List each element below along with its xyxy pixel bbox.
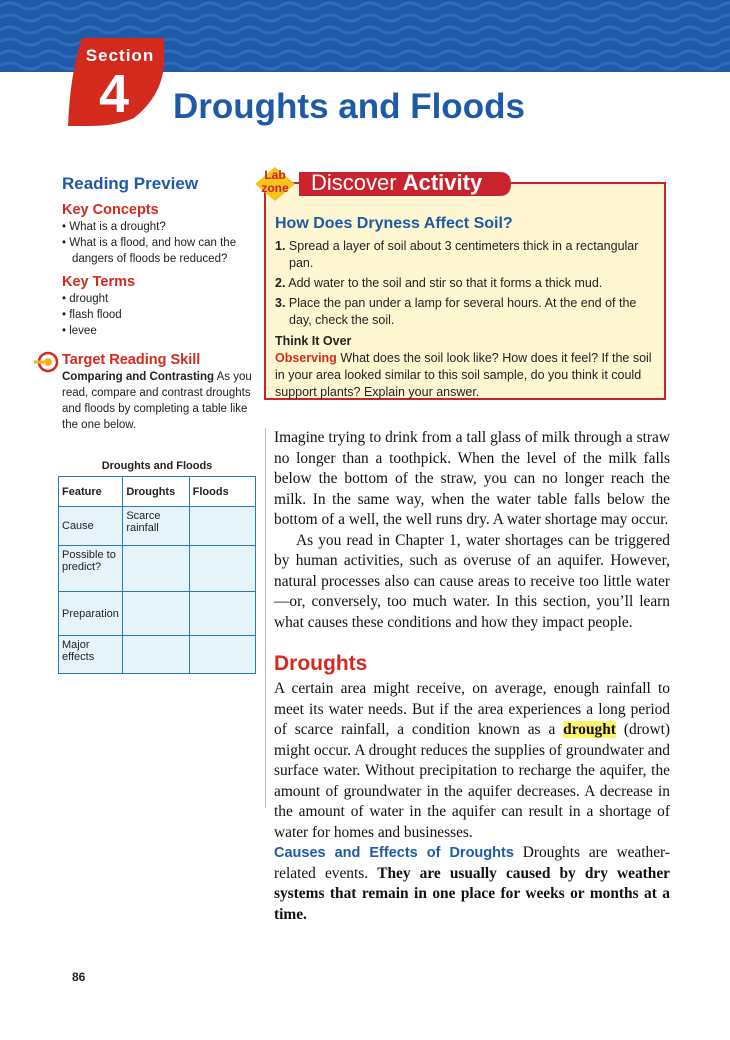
table-cell: Major effects	[59, 636, 123, 674]
activity-steps	[275, 238, 661, 401]
table-row	[59, 507, 256, 546]
reading-preview-title: Reading Preview	[62, 174, 199, 193]
target-skill-text: As you read, compare and contrast droughts and floods by completing a table like the one below.	[62, 371, 252, 431]
table-cell	[123, 636, 189, 674]
activity-step: 1. Spread a layer of soil about 3 centimeters thick in a rectangular pan.	[275, 239, 639, 270]
key-concept-item: • What is a flood, and how can the dangers of floods be reduced?	[62, 237, 237, 265]
body-text	[274, 428, 670, 925]
section-label: Section	[85, 46, 155, 65]
target-skill-subhead: Comparing and Contrasting	[62, 371, 215, 383]
key-term-item: • drought	[62, 293, 109, 305]
key-term-item: • flash flood	[62, 309, 122, 321]
table-header-row	[59, 477, 256, 507]
target-icon	[34, 351, 62, 373]
page-title: Droughts and Floods	[173, 87, 525, 126]
target-reading-skill	[62, 351, 257, 433]
table-header: Floods	[189, 477, 255, 507]
discover-banner-title: Discover Activity	[311, 170, 483, 195]
paragraph: A certain area might receive, on average, enough rainfall to meet its water needs. But if the area experiences a long period of scarce rainfall, a condition known as a drought (drowt) might occur. A drought reduces the supplies of groundwater and surface water. Without precipitation to recharge the aquifer, the amount of groundwater in the aquifer decreases. A decrease in the amount of water in the aquifer can result in a shortage of water for homes and businesses.	[274, 680, 670, 841]
section-number: 4	[98, 64, 130, 124]
activity-question: How Does Dryness Affect Soil?	[275, 215, 513, 232]
paragraph: Imagine trying to drink from a tall glass of milk through a straw no longer than a toothpick. When the level of the milk falls below the bottom of the straw, you can no longer reach the milk. In the same way, when the water table falls below the bottom of a well, the well runs dry. A water shortage may occur.	[274, 429, 670, 528]
reading-preview	[62, 173, 257, 433]
table-cell	[123, 592, 189, 636]
table-cell: Cause	[59, 507, 123, 546]
lab-zone-label: Lab zone	[261, 168, 289, 195]
target-skill-heading: Target Reading Skill	[62, 352, 201, 368]
column-rule	[265, 428, 266, 808]
table-cell	[189, 636, 255, 674]
table-cell	[189, 507, 255, 546]
table-cell	[123, 546, 189, 592]
think-it-over-heading: Think It Over	[275, 334, 352, 348]
observing-text: Observing What does the soil look like? How does it feel? If the soil in your area looked similar to this soil sample, do you think it could support plants? Explain your answer.	[275, 351, 652, 399]
key-term-drought: drought	[563, 721, 616, 738]
table-cell: Possible to predict?	[59, 546, 123, 592]
table-cell	[189, 592, 255, 636]
table-cell: Scarce rainfall	[123, 507, 189, 546]
key-term-item: • levee	[62, 325, 97, 337]
table-title: Droughts and Floods	[101, 460, 213, 472]
key-terms-heading: Key Terms	[62, 274, 136, 290]
activity-step: 3. Place the pan under a lamp for several hours. At the end of the day, check the soil.	[275, 296, 637, 327]
table-header: Feature	[59, 477, 123, 507]
table-header: Droughts	[123, 477, 189, 507]
page-number: 86	[72, 970, 86, 984]
causes-heading: Causes and Effects of Droughts	[274, 845, 514, 861]
droughts-heading: Droughts	[274, 652, 368, 675]
table-row	[59, 592, 256, 636]
paragraph: As you read in Chapter 1, water shortages can be triggered by human activities, such as overuse of an aquifer. However, natural processes also can cause areas to receive too little water—or, conversely, too much water. In this section, you’ll learn what causes these conditions and how they impact people.	[274, 531, 670, 631]
table-cell: Preparation	[59, 592, 123, 636]
paragraph: Causes and Effects of Droughts Droughts are weather-related events. They are usually caused by dry weather systems that remain in one place for weeks or months at a time.	[274, 844, 670, 923]
table-cell	[189, 546, 255, 592]
table-row	[59, 636, 256, 674]
key-concepts-heading: Key Concepts	[62, 202, 159, 218]
key-concept-item: • What is a drought?	[62, 221, 166, 233]
activity-step: 2. Add water to the soil and stir so that it forms a thick mud.	[275, 276, 603, 290]
table-row	[59, 546, 256, 592]
comparison-table	[58, 476, 256, 674]
